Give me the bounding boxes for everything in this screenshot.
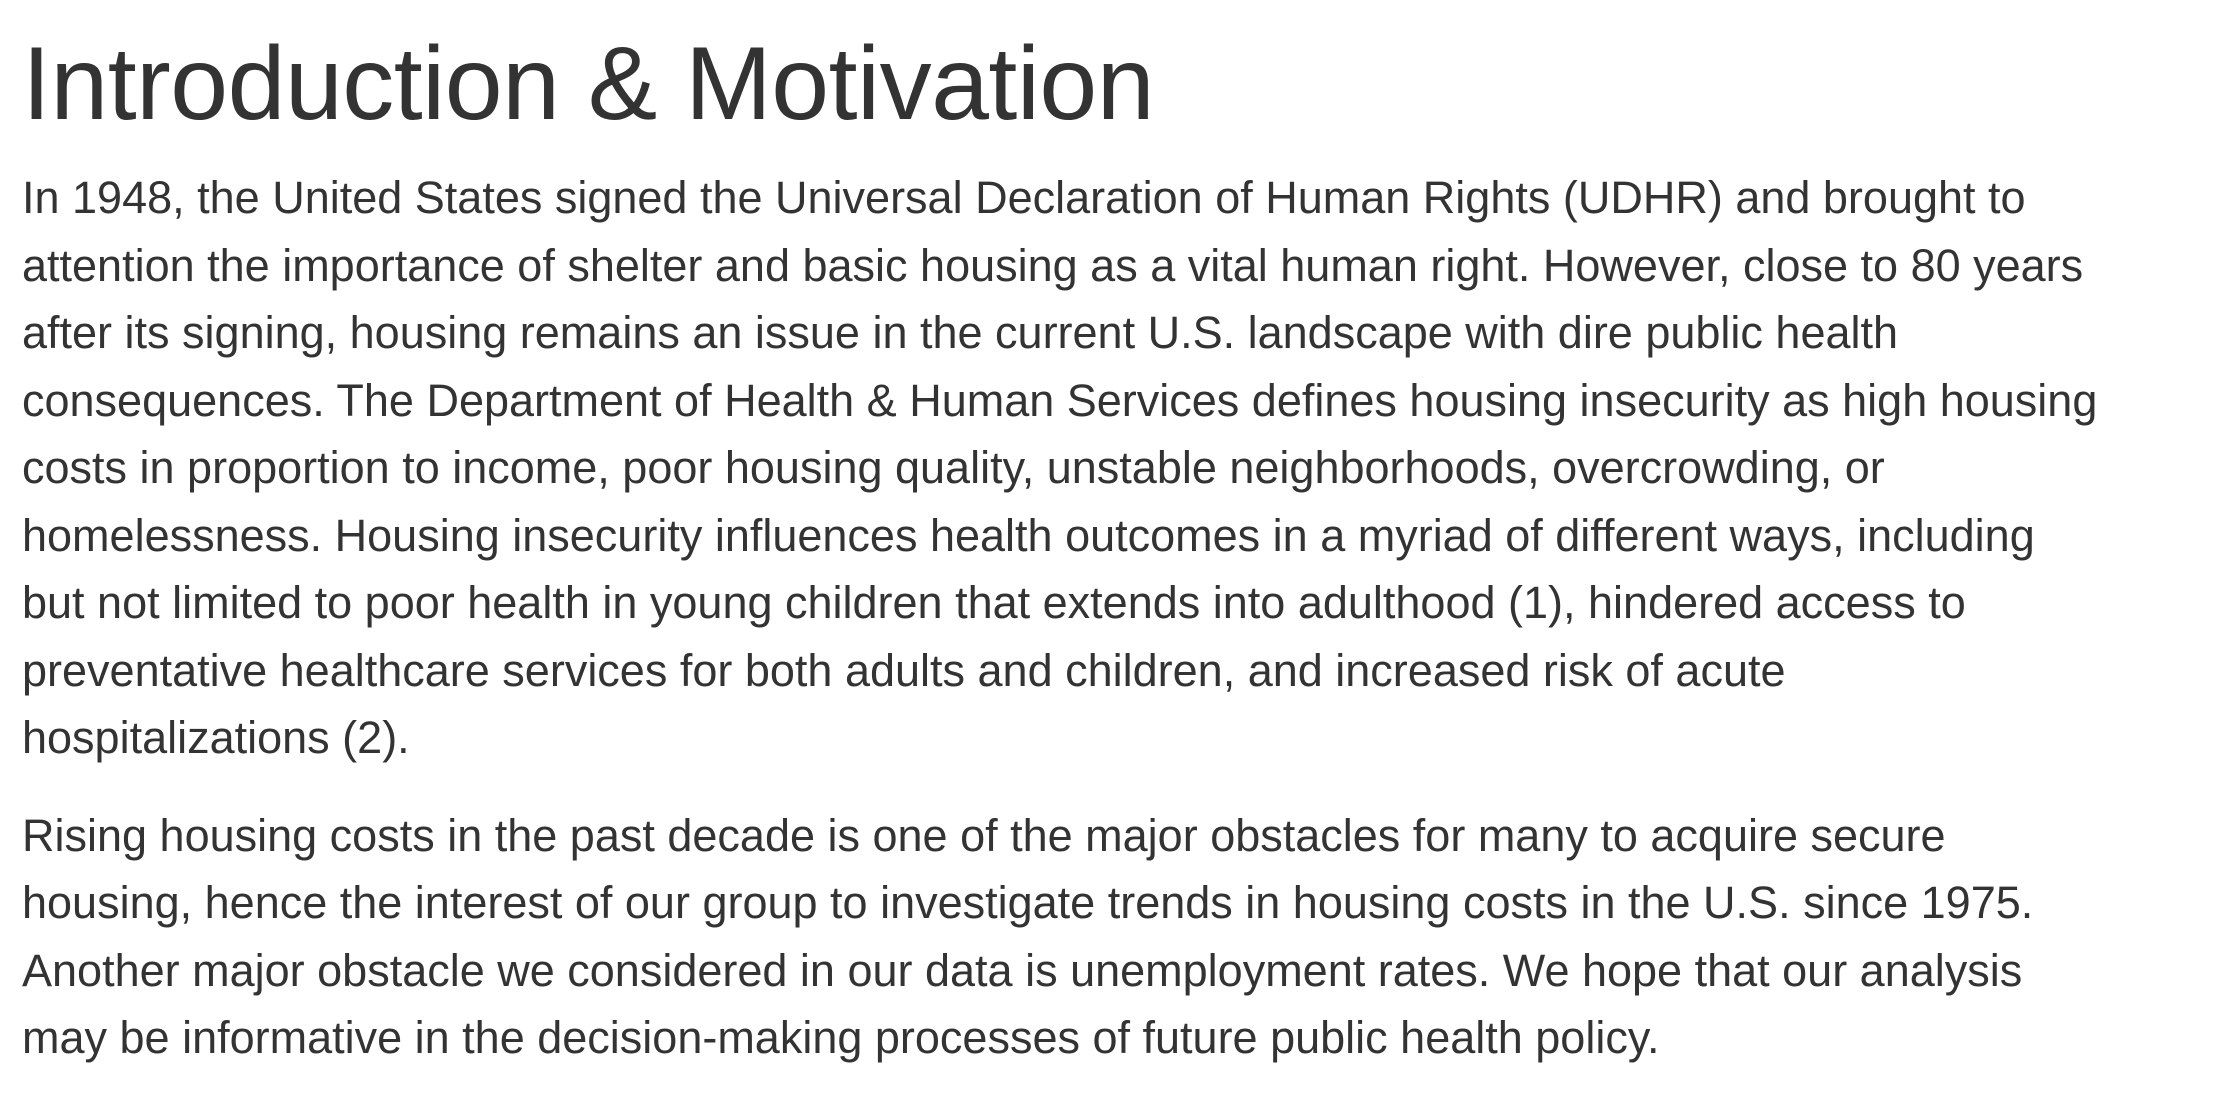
text-line: homelessness. Housing insecurity influences health outcomes in a myriad of different ways, including: [22, 509, 2035, 561]
document-body: [22, 0, 2222, 1072]
text-line: Rising housing costs in the past decade is one of the major obstacles for many to acquire secure: [22, 809, 1946, 861]
text-line: Another major obstacle we considered in our data is unemployment rates. We hope that our analysis: [22, 944, 2023, 996]
paragraph-motivation: [22, 802, 2222, 1072]
text-line: In 1948, the United States signed the Universal Declaration of Human Rights (UDHR) and brought to: [22, 172, 2026, 223]
text-line: costs in proportion to income, poor housing quality, unstable neighborhoods, overcrowding, or: [22, 442, 1885, 493]
page-title: Introduction & Motivation: [22, 26, 1155, 142]
text-line: preventative healthcare services for both adults and children, and increased risk of acute: [22, 644, 1786, 696]
text-line: after its signing, housing remains an issue in the current U.S. landscape with dire public health: [22, 307, 1899, 358]
text-line: housing, hence the interest of our group to investigate trends in housing costs in the U.S. since 1975.: [22, 877, 2034, 928]
text-line: consequences. The Department of Health & Human Services defines housing insecurity as high housing: [22, 374, 2098, 426]
text-line: may be informative in the decision-making processes of future public health policy.: [22, 1012, 1660, 1063]
text-line: hospitalizations (2).: [22, 712, 410, 763]
paragraph-intro: [22, 164, 2222, 772]
text-line: but not limited to poor health in young children that extends into adulthood (1), hindered access to: [22, 577, 1966, 628]
text-line: attention the importance of shelter and basic housing as a vital human right. However, close to 80 years: [22, 239, 2084, 291]
